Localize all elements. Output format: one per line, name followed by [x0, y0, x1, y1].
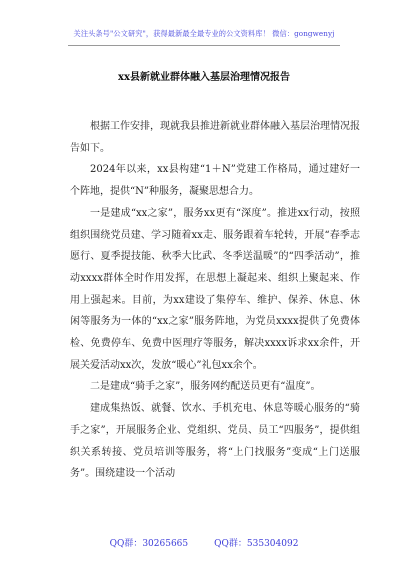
body-paragraph: 一是建成“xx之家”，服务xx更有“深度”。推进xx行动，按照组织围绕党员建、学习随着xx走、服务跟着车轮转，开展“春季志愿行、夏季提技能、秋季大比武、冬季送温暖”的“四季活动”，推动xxxx群体全时作用发挥，在思想上凝起来、组织上聚起来、作用上强起来。目前，为xx建设了集停车、维护、保养、休息、休闲等服务为一体的“xx之家”服务阵地，为党员xxxx提供了免费体检、免费停车、免费中医理疗等服务，解决xxxx诉求xx余件，开展关爱活动xx次，发放“暖心”礼包xx余个。 — [70, 207, 360, 371]
body-paragraph: 二是建成“骑手之家”，服务网约配送员更有“温度”。 — [90, 381, 321, 393]
body-paragraph: 根据工作安排，现就我县推进新就业群体融入基层治理情况报告如下。 — [70, 121, 360, 154]
body-paragraph: 2024年以来，xx县构建“1＋N”党建工作格局，通过建好一个阵地，提供“N”种服务，凝聚思想合力。 — [70, 164, 360, 198]
body-paragraph: 建成集热饭、就餐、饮水、手机充电、休息等暖心服务的“骑手之家”，开展服务企业、党组织、党员、员工“四服务”，提供组织关系转接、党员培训等服务，将“上门找服务”变成“上门送服务”。围绕建设一个活动 — [70, 403, 360, 480]
header-divider — [68, 45, 340, 46]
document-body — [70, 116, 360, 485]
document-title: xx县新就业群体融入基层治理情况报告 — [118, 72, 290, 83]
footer-qq-group-2: QQ群：535304092 — [214, 539, 299, 549]
header-promo-note: 关注头条号"公文研究"，获得最新最全最专业的公文资料库！ 微信：gongwenyj — [73, 29, 335, 38]
footer-qq-group-1: QQ群：30265665 — [109, 539, 189, 549]
footer-contact — [0, 536, 408, 549]
